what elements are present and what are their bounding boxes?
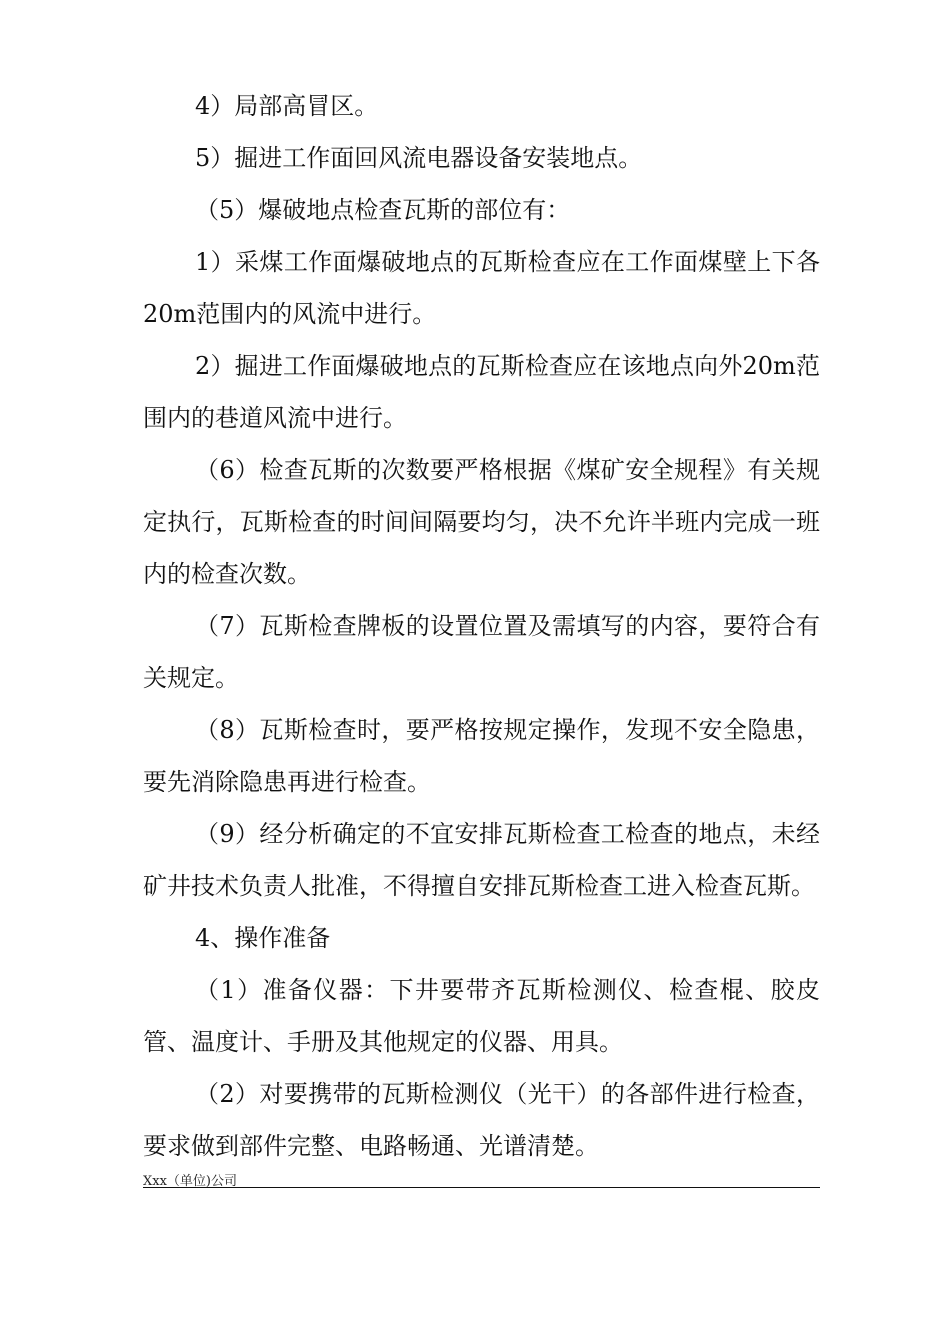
paragraph-8: （8）瓦斯检查时，要严格按规定操作，发现不安全隐患，要先消除隐患再进行检查。 — [143, 716, 820, 796]
paragraph-3: （5）爆破地点检查瓦斯的部位有： — [195, 196, 571, 224]
paragraph-6: （6）检查瓦斯的次数要严格根据《煤矿安全规程》有关规定执行，瓦斯检查的时间间隔要均匀，决不允许半班内完成一班内的检查次数。 — [143, 456, 820, 588]
paragraph-9: （9）经分析确定的不宜安排瓦斯检查工检查的地点，未经矿井技术负责人批准，不得擅自安排瓦斯检查工进入检查瓦斯。 — [143, 820, 820, 900]
paragraph-11: （2）对要携带的瓦斯检测仪（光干）的各部件进行检查，要求做到部件完整、电路畅通、光谱清楚。 — [143, 1080, 820, 1160]
footer-company: Xxx（单位)公司 — [143, 1174, 237, 1189]
footer-divider — [143, 1187, 820, 1188]
paragraph-5: 2）掘进工作面爆破地点的瓦斯检查应在该地点向外20m范围内的巷道风流中进行。 — [143, 352, 820, 432]
document-body — [143, 80, 820, 1172]
section-heading: 4、操作准备 — [195, 924, 331, 952]
paragraph-10: （1）准备仪器：下井要带齐瓦斯检测仪、检查棍、胶皮管、温度计、手册及其他规定的仪器、用具。 — [143, 976, 820, 1056]
paragraph-4: 1）采煤工作面爆破地点的瓦斯检查应在工作面煤壁上下各20m范围内的风流中进行。 — [143, 248, 820, 328]
paragraph-7: （7）瓦斯检查牌板的设置位置及需填写的内容，要符合有关规定。 — [143, 612, 820, 692]
paragraph-2: 5）掘进工作面回风流电器设备安装地点。 — [195, 144, 643, 172]
paragraph-1: 4）局部高冒区。 — [195, 92, 379, 120]
